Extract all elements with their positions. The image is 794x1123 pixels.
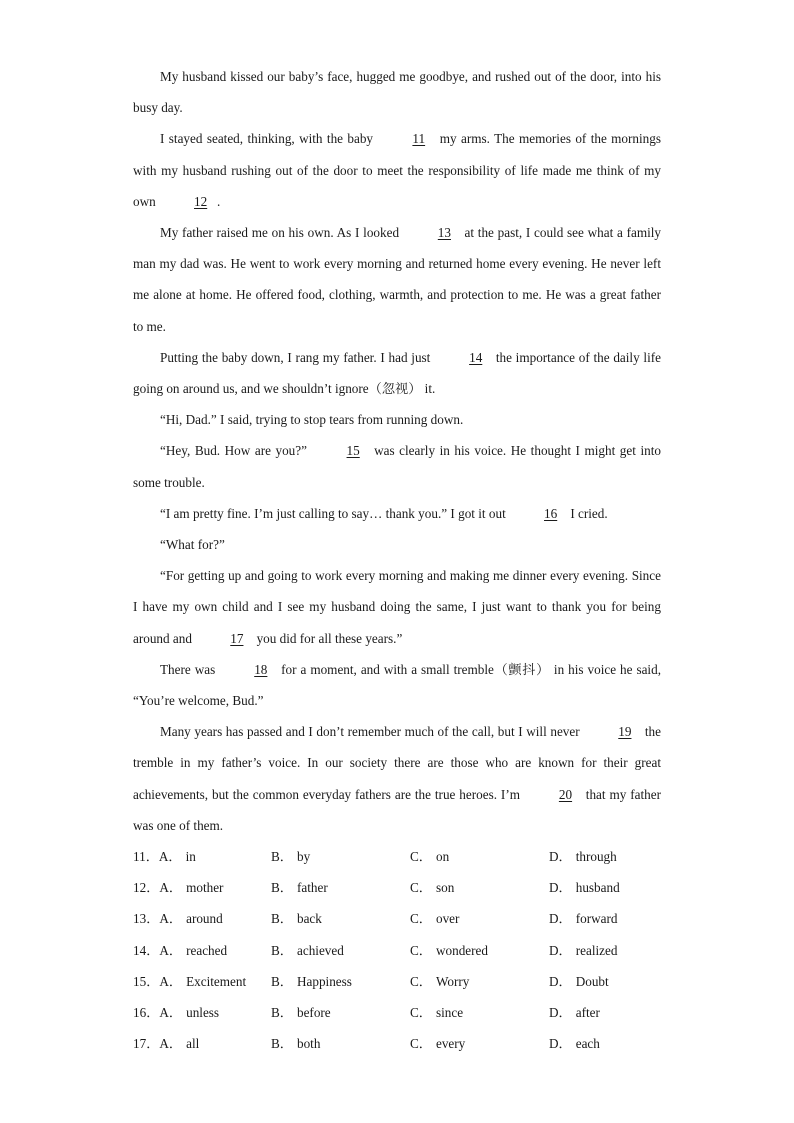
option-c[interactable]: [410, 872, 454, 903]
option-letter: A．: [159, 973, 183, 989]
option-letter: D．: [549, 849, 572, 865]
option-text: Doubt: [575, 973, 609, 989]
option-text: husband: [575, 880, 620, 896]
blank-20: 20: [558, 786, 573, 802]
option-letter: A．: [158, 849, 182, 865]
option-letter: B．: [271, 849, 293, 865]
option-text: forward: [575, 911, 618, 927]
blank-16: 16: [544, 505, 558, 521]
blank-11: 11: [412, 131, 426, 147]
option-text: all: [186, 1036, 200, 1052]
paragraph-text: that my father was one of them.: [133, 786, 661, 833]
option-letter: A．: [159, 942, 183, 958]
option-text: achieved: [296, 942, 344, 958]
option-text: through: [575, 849, 617, 865]
question-row: [133, 997, 661, 1028]
option-text: on: [435, 849, 450, 865]
blank-18: 18: [254, 661, 268, 677]
paragraph-text: There was: [160, 661, 220, 677]
option-letter: C．: [410, 849, 432, 865]
question-number: 13．: [133, 911, 160, 927]
question-row: [133, 903, 661, 934]
option-letter: D．: [549, 1005, 572, 1021]
option-text: unless: [186, 1005, 220, 1021]
option-b[interactable]: [271, 1028, 320, 1059]
option-a[interactable]: [133, 872, 223, 903]
paragraph-6: [133, 435, 661, 497]
option-letter: A．: [159, 1005, 183, 1021]
option-d[interactable]: [549, 841, 617, 872]
option-text: each: [575, 1036, 600, 1052]
option-c[interactable]: [410, 1028, 465, 1059]
option-c[interactable]: [410, 997, 463, 1028]
blank-17: 17: [230, 630, 244, 646]
paragraph-1: [133, 61, 661, 123]
option-a[interactable]: [133, 841, 196, 872]
question-number: 12．: [133, 880, 160, 896]
paragraph-3: [133, 217, 661, 342]
paragraph-text: I cried.: [567, 505, 608, 521]
paragraph-text: for a moment, and with a small tremble（颤抖） in his voice he said, “You’re welcome, Bud.”: [133, 661, 661, 709]
paragraph-text: My husband kissed our baby’s face, hugged me goodbye, and rushed out of the door, into his busy day.: [133, 69, 661, 116]
option-letter: B．: [271, 1005, 293, 1021]
paragraph-8: [133, 529, 661, 560]
paragraph-10: [133, 654, 661, 716]
paragraph-4: [133, 342, 661, 404]
question-number: 11．: [133, 849, 159, 865]
option-letter: B．: [271, 1036, 293, 1052]
document-page: [133, 61, 661, 1059]
option-letter: D．: [549, 1036, 572, 1052]
paragraph-text: at the past, I could see what a family man my dad was. He went to work every morning and returned home every evening. He never left me alone at home. He offered food, clothing, warmth, and protection to me. He was a great father to me.: [133, 225, 661, 334]
paragraph-text: I stayed seated, thinking, with the baby: [160, 131, 378, 147]
paragraph-11: [133, 716, 661, 841]
option-b[interactable]: [271, 903, 322, 934]
option-a[interactable]: [133, 966, 246, 997]
question-row: [133, 1028, 661, 1059]
option-text: before: [296, 1005, 331, 1021]
question-row: [133, 935, 661, 966]
option-text: after: [575, 1005, 600, 1021]
paragraph-text: Putting the baby down, I rang my father. I had just: [160, 349, 435, 365]
paragraph-7: [133, 498, 661, 529]
option-text: since: [435, 1005, 464, 1021]
option-letter: D．: [549, 942, 572, 958]
question-number: 15．: [133, 973, 160, 989]
option-b[interactable]: [271, 841, 310, 872]
option-text: in: [185, 849, 196, 865]
option-b[interactable]: [271, 966, 352, 997]
option-letter: C．: [410, 942, 432, 958]
question-number: 14．: [133, 942, 160, 958]
option-d[interactable]: [549, 903, 617, 934]
option-a[interactable]: [133, 997, 219, 1028]
option-b[interactable]: [271, 872, 328, 903]
paragraph-text: “What for?”: [160, 537, 225, 553]
option-d[interactable]: [549, 997, 600, 1028]
blank-15: 15: [346, 443, 360, 459]
option-text: Happiness: [296, 973, 352, 989]
paragraph-text: My father raised me on his own. As I looked: [160, 225, 403, 241]
option-text: son: [435, 880, 455, 896]
paragraph-text: “I am pretty fine. I’m just calling to say… thank you.” I got it out: [160, 505, 510, 521]
paragraph-text: .: [217, 193, 221, 209]
question-row: [133, 841, 661, 872]
paragraph-text: “Hey, Bud. How are you?”: [160, 443, 312, 459]
option-letter: D．: [549, 911, 572, 927]
paragraph-text: my arms. The memories of the mornings with my husband rushing out of the door to meet the responsibility of life made me think of my own: [133, 131, 661, 209]
option-letter: B．: [271, 880, 293, 896]
blank-19: 19: [618, 724, 632, 740]
blank-13: 13: [437, 225, 451, 241]
paragraph-text: was clearly in his voice. He thought I might get into some trouble.: [133, 443, 661, 490]
option-letter: D．: [549, 973, 572, 989]
blank-12: 12: [194, 193, 208, 209]
option-letter: A．: [159, 1036, 183, 1052]
option-text: mother: [186, 880, 224, 896]
option-text: father: [296, 880, 328, 896]
option-c[interactable]: [410, 966, 469, 997]
option-letter: B．: [271, 911, 293, 927]
option-letter: A．: [159, 880, 183, 896]
paragraph-text: “For getting up and going to work every morning and making me dinner every evening. Since I have my own child and I see my husband doing the same, I just want to thank you for being around and: [133, 568, 661, 646]
paragraph-2: [133, 123, 661, 217]
option-c[interactable]: [410, 935, 488, 966]
option-text: by: [296, 849, 311, 865]
option-letter: A．: [159, 911, 183, 927]
question-number: 16．: [133, 1005, 160, 1021]
option-text: back: [296, 911, 322, 927]
blank-14: 14: [469, 349, 483, 365]
option-d[interactable]: [549, 966, 609, 997]
option-letter: D．: [549, 880, 572, 896]
option-d[interactable]: [549, 935, 617, 966]
option-a[interactable]: [133, 903, 223, 934]
option-text: around: [186, 911, 223, 927]
option-c[interactable]: [410, 903, 459, 934]
option-text: Worry: [435, 973, 470, 989]
option-d[interactable]: [549, 872, 620, 903]
paragraph-text: Many years has passed and I don’t remember much of the call, but I will never: [160, 724, 584, 740]
option-d[interactable]: [549, 1028, 600, 1059]
option-c[interactable]: [410, 841, 449, 872]
option-a[interactable]: [133, 935, 227, 966]
option-text: every: [435, 1036, 466, 1052]
option-letter: B．: [271, 942, 293, 958]
paragraph-text: you did for all these years.”: [253, 630, 403, 646]
paragraph-text: the importance of the daily life going on around us, and we shouldn’t ignore（忽视） it.: [133, 349, 662, 397]
option-text: wondered: [435, 942, 488, 958]
option-letter: C．: [410, 911, 432, 927]
option-text: Excitement: [186, 973, 247, 989]
question-row: [133, 966, 661, 997]
option-text: realized: [575, 942, 618, 958]
option-a[interactable]: [133, 1028, 199, 1059]
option-letter: C．: [410, 1036, 432, 1052]
option-letter: C．: [410, 880, 432, 896]
option-letter: C．: [410, 973, 432, 989]
paragraph-9: [133, 560, 661, 654]
question-row: [133, 872, 661, 903]
option-letter: B．: [271, 973, 293, 989]
option-text: reached: [186, 942, 228, 958]
question-number: 17．: [133, 1036, 160, 1052]
paragraph-text: “Hi, Dad.” I said, trying to stop tears from running down.: [160, 412, 464, 428]
answer-options: [133, 841, 661, 1059]
paragraph-text: the tremble in my father’s voice. In our society there are those who are known for their great achievements, but the common everyday fathers are the true heroes. I’m: [133, 724, 661, 802]
paragraph-5: [133, 404, 661, 435]
option-b[interactable]: [271, 935, 344, 966]
option-b[interactable]: [271, 997, 331, 1028]
option-letter: C．: [410, 1005, 432, 1021]
option-text: both: [296, 1036, 321, 1052]
option-text: over: [435, 911, 460, 927]
